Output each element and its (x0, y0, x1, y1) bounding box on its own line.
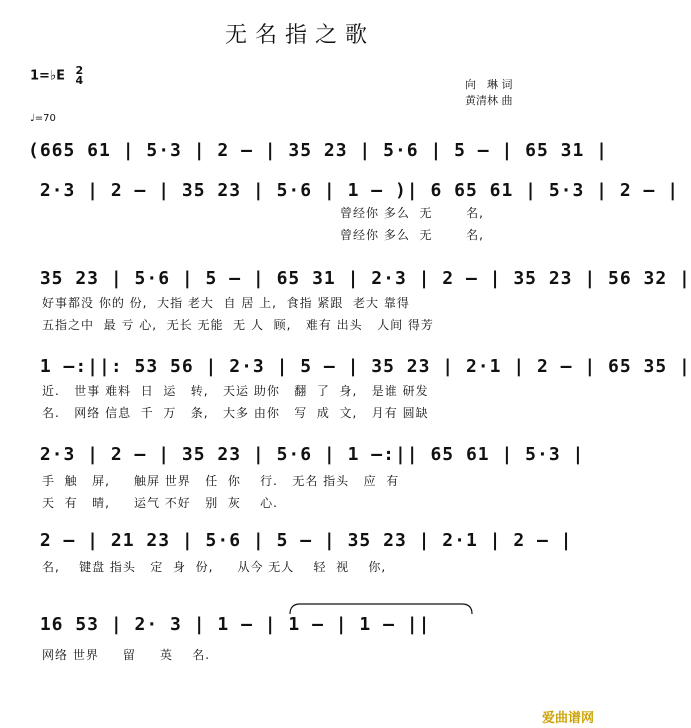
lyricist-credit: 向 琳 词 (465, 78, 513, 91)
lyric-verse-2: 五指之中 最 亏 心, 无长 无能 无 人 顾, 难有 出头 人间 得芳 (42, 318, 434, 332)
lyric-verse-2: 曾经你 多么 无 名, (340, 228, 484, 242)
notes-line: 35 23 | 5·6 | 5 – | 65 31 | 2·3 | 2 – | 35 23 | 56 32 | (28, 268, 691, 289)
lyric-verse-1: 近. 世事 难料 日 运 转, 天运 助你 翻 了 身, 是谁 研发 (42, 384, 429, 398)
lyric-verse-1: 曾经你 多么 无 名, (340, 206, 484, 220)
lyric-verse-1: 网络 世界 留 英 名. (42, 648, 211, 662)
time-num: 2 (75, 64, 84, 77)
composer-credit: 黄清林 曲 (465, 94, 513, 107)
notes-line: 16 53 | 2· 3 | 1 – | 1 – | 1 – || (28, 614, 431, 635)
notes-line: 2·3 | 2 – | 35 23 | 5·6 | 1 – )| 6 65 61 | 5·3 | 2 – | (28, 180, 680, 201)
notes-line: 2 – | 21 23 | 5·6 | 5 – | 35 23 | 2·1 | 2 – | (28, 530, 573, 551)
time-signature (75, 66, 83, 86)
song-title: 无名指之歌 (224, 23, 375, 48)
key-signature (30, 66, 83, 86)
time-den: 4 (75, 74, 84, 87)
lyric-verse-2: 名. 网络 信息 千 万 条, 大多 由你 写 成 文, 月有 圆缺 (42, 406, 429, 420)
lyric-verse-1: 名, 键盘 指头 定 身 份, 从今 无人 轻 视 你, (42, 560, 387, 574)
tempo-marking: ♩=70 (30, 113, 56, 124)
notes-line: (665 61 | 5·3 | 2 – | 35 23 | 5·6 | 5 – | 65 31 | (28, 140, 609, 161)
notes-line: 2·3 | 2 – | 35 23 | 5·6 | 1 –:|| 65 61 | 5·3 | (28, 444, 585, 465)
key-label: 1=♭E (30, 68, 65, 84)
lyric-verse-2: 天 有 晴, 运气 不好 别 灰 心. (42, 496, 278, 510)
site-logo: 爱曲谱网 (541, 711, 594, 726)
notes-line: 1 –:||: 53 56 | 2·3 | 5 – | 35 23 | 2·1 | 2 – | 65 35 | (28, 356, 691, 377)
lyric-verse-1: 好事都没 你的 份, 大指 老大 自 居 上, 食指 紧跟 老大 靠得 (42, 296, 410, 310)
lyric-verse-1: 手 触 屏, 触屏 世界 任 你 行. 无名 指头 应 有 (42, 474, 400, 488)
